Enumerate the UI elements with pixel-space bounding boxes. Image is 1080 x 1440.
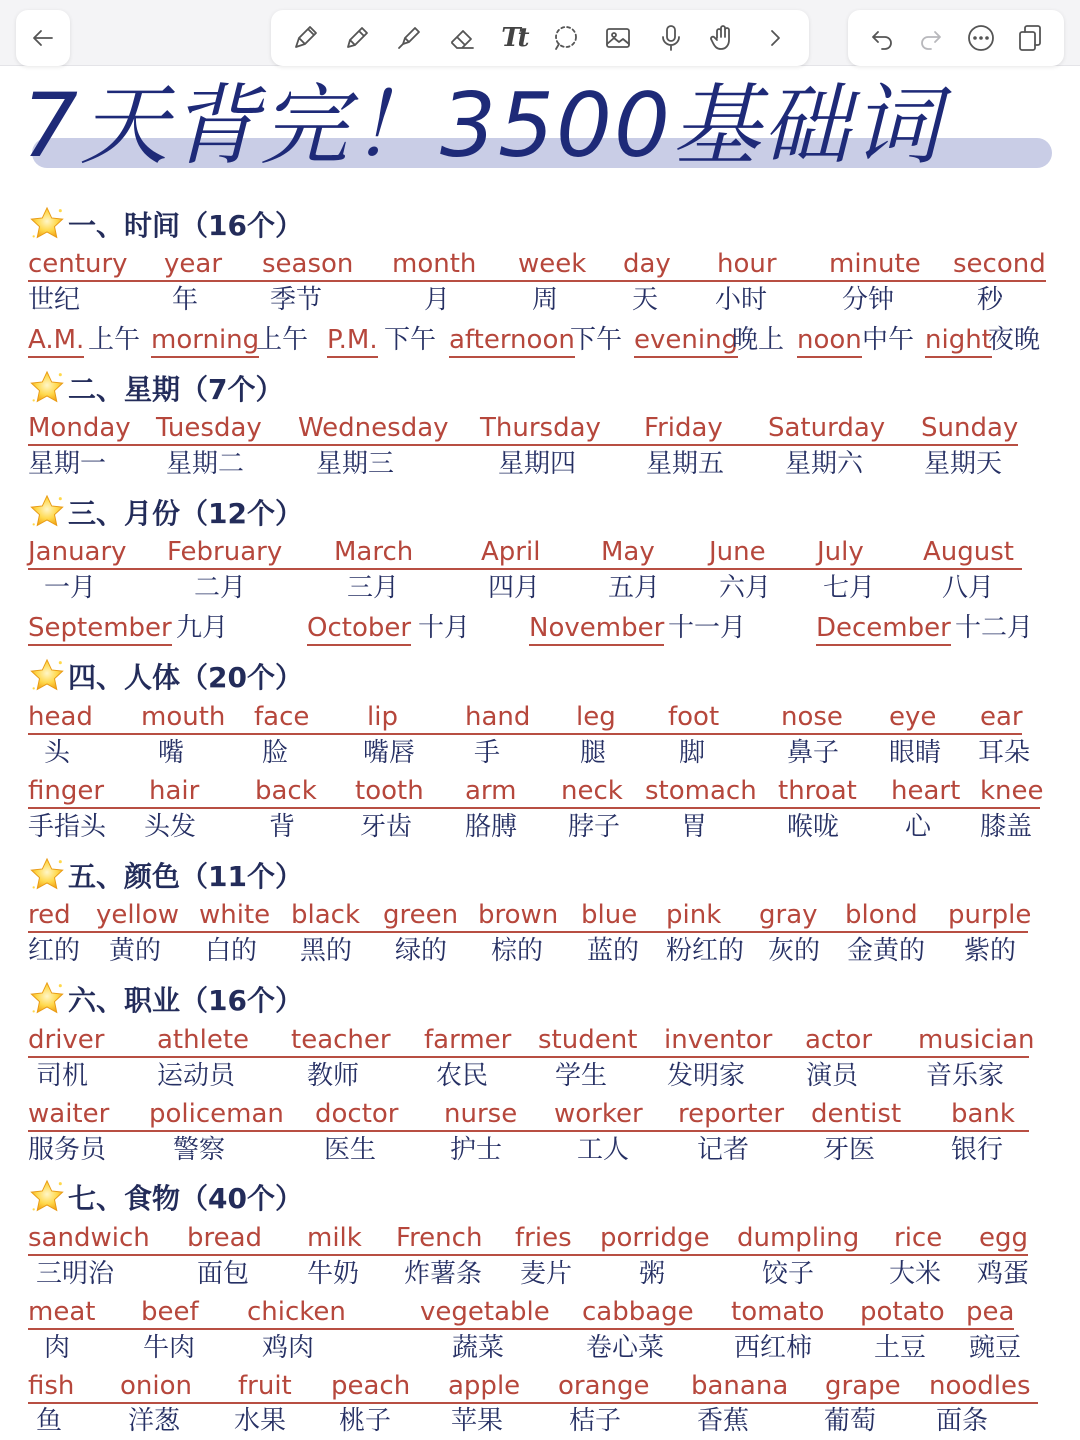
word-en: vegetable: [420, 1297, 550, 1327]
word-en: eye: [889, 702, 937, 732]
word-en: pink: [666, 900, 722, 930]
lasso-icon: [551, 23, 581, 53]
word-cn: 鸡肉: [262, 1333, 315, 1363]
word-en: green: [383, 900, 459, 930]
word-en: afternoon: [449, 324, 575, 358]
word-cn: 九月: [176, 613, 229, 643]
section-heading-body: [28, 656, 303, 696]
word-row-english: [28, 1222, 1028, 1256]
word-en: Tuesday: [156, 413, 262, 443]
word-en: June: [709, 537, 766, 567]
word-row-chinese: [28, 1405, 1038, 1439]
word-cn: 警察: [173, 1135, 226, 1165]
section-heading-color: [28, 855, 303, 895]
word-cn: 牛肉: [143, 1333, 196, 1363]
word-cn: 五月: [608, 573, 661, 603]
word-row-chinese: [28, 737, 1046, 771]
star-icon: [28, 205, 66, 243]
word-cn: 十二月: [955, 613, 1034, 643]
word-en: year: [164, 249, 223, 279]
word-row-chinese: [28, 1060, 1029, 1094]
section-heading-food: [28, 1177, 303, 1217]
word-row-english: [28, 1024, 1035, 1058]
star-icon: [28, 369, 66, 407]
star-icon: [28, 657, 66, 695]
word-cn: 鸡蛋: [977, 1259, 1030, 1289]
word-en: lip: [367, 702, 398, 732]
word-cn: 耳朵: [978, 738, 1031, 768]
word-cn: 十月: [418, 613, 471, 643]
word-cn: 炸薯条: [404, 1259, 483, 1289]
word-cn: 胳膊: [465, 812, 518, 842]
word-en: apple: [448, 1371, 521, 1401]
word-cn: 四月: [488, 573, 541, 603]
word-en: day: [623, 249, 671, 279]
highlighter-tool-button[interactable]: [389, 18, 429, 58]
word-cn: 年: [172, 285, 199, 315]
word-cn: 银行: [951, 1135, 1004, 1165]
word-en: leg: [576, 702, 616, 732]
back-icon: [28, 23, 58, 53]
word-en: Sunday: [921, 413, 1019, 443]
word-cn: 白的: [205, 936, 258, 966]
word-en: second: [953, 249, 1046, 279]
word-en: week: [518, 249, 587, 279]
section-heading-job: [28, 979, 303, 1019]
word-cn: 土豆: [874, 1333, 927, 1363]
word-en: dumpling: [737, 1223, 860, 1253]
word-en: inventor: [664, 1025, 773, 1055]
word-en: December: [816, 612, 951, 646]
top-toolbar: [0, 0, 1080, 66]
word-en: musician: [918, 1025, 1035, 1055]
word-en: evening: [634, 324, 738, 358]
word-en: red: [28, 900, 71, 930]
word-row-english: [28, 899, 1032, 933]
word-en: rice: [894, 1223, 943, 1253]
word-cn: 脖子: [568, 812, 621, 842]
star-icon: [28, 980, 66, 1018]
word-en: bank: [951, 1099, 1015, 1129]
note-title: [22, 72, 1052, 180]
word-cn: 教师: [307, 1061, 360, 1091]
word-en: dentist: [811, 1099, 902, 1129]
word-cn: 脸: [262, 738, 289, 768]
word-cn: 分钟: [842, 285, 895, 315]
word-en: fries: [515, 1223, 572, 1253]
word-cn: 七月: [823, 573, 876, 603]
word-cn: 手: [474, 738, 501, 768]
back-button[interactable]: [16, 10, 70, 66]
word-cn: 绿的: [395, 936, 448, 966]
word-cn: 星期天: [924, 449, 1003, 479]
word-en: porridge: [600, 1223, 710, 1253]
word-cn: 西红柿: [734, 1333, 813, 1363]
word-en: purple: [948, 900, 1032, 930]
word-cn: 葡萄: [824, 1406, 877, 1436]
text-tool-button[interactable]: [494, 18, 534, 58]
word-cn: 八月: [942, 573, 995, 603]
word-cn: 鼻子: [787, 738, 840, 768]
word-cn: 夜晚: [988, 325, 1041, 355]
word-en: ear: [980, 702, 1023, 732]
star-icon: [28, 493, 66, 531]
word-en: banana: [691, 1371, 789, 1401]
word-en: brown: [478, 900, 559, 930]
word-en: neck: [561, 776, 623, 806]
word-en: arm: [465, 776, 517, 806]
word-cn: 粥: [639, 1259, 666, 1289]
word-en: tooth: [355, 776, 424, 806]
word-cn: 紫的: [964, 936, 1017, 966]
word-en: P.M.: [327, 324, 378, 358]
more-button[interactable]: [961, 18, 1001, 58]
word-cn: 演员: [806, 1061, 859, 1091]
word-cn: 红的: [28, 936, 81, 966]
pages-icon: [1015, 23, 1045, 53]
word-en: January: [28, 537, 127, 567]
word-en: Thursday: [480, 413, 601, 443]
word-en: milk: [307, 1223, 362, 1253]
word-cn: 三明治: [36, 1259, 115, 1289]
word-cn: 上午: [88, 325, 141, 355]
word-en: worker: [554, 1099, 643, 1129]
word-en: bread: [187, 1223, 263, 1253]
word-en: doctor: [315, 1099, 399, 1129]
section-title: 七、食物（40个）: [68, 1182, 303, 1215]
word-cn: 苹果: [451, 1406, 504, 1436]
undo-button[interactable]: [862, 18, 902, 58]
word-row-chinese: [28, 572, 1022, 606]
word-en: March: [334, 537, 414, 567]
word-row-chinese: [28, 1258, 1028, 1292]
word-en: chicken: [247, 1297, 346, 1327]
word-en: white: [199, 900, 271, 930]
word-en: nose: [781, 702, 843, 732]
word-en: August: [923, 537, 1014, 567]
word-cn: 脚: [679, 738, 706, 768]
word-en: driver: [28, 1025, 105, 1055]
word-row-chinese: [28, 811, 1046, 845]
word-row-chinese: [28, 448, 1018, 482]
word-en: mouth: [141, 702, 226, 732]
word-cn: 农民: [436, 1061, 489, 1091]
word-row-chinese: [28, 284, 1046, 318]
microphone-icon: [656, 23, 686, 53]
word-en: athlete: [157, 1025, 250, 1055]
word-cn: 中午: [862, 325, 915, 355]
hand-tool-button[interactable]: [703, 18, 743, 58]
word-en: knee: [980, 776, 1044, 806]
word-en: September: [28, 612, 172, 646]
word-cn: 金黄的: [847, 936, 926, 966]
image-icon: [603, 23, 633, 53]
word-cn: 音乐家: [926, 1061, 1005, 1091]
word-en: gray: [759, 900, 818, 930]
word-en: onion: [120, 1371, 192, 1401]
section-heading-time: [28, 204, 303, 244]
word-cn: 司机: [36, 1061, 89, 1091]
word-cn: 头: [44, 738, 71, 768]
word-cn: 香蕉: [697, 1406, 750, 1436]
word-en: hour: [717, 249, 777, 279]
word-cn: 护士: [450, 1135, 503, 1165]
word-en: tomato: [731, 1297, 825, 1327]
word-en: noon: [797, 324, 862, 358]
word-en: back: [255, 776, 317, 806]
word-cn: 牙齿: [360, 812, 413, 842]
word-en: hair: [149, 776, 200, 806]
word-cn: 小时: [715, 285, 768, 315]
word-cn: 上午: [256, 325, 309, 355]
word-cn: 牛奶: [307, 1259, 360, 1289]
word-en: fruit: [238, 1371, 292, 1401]
document-actions: [848, 10, 1064, 66]
star-icon: [28, 856, 66, 894]
word-cn: 医生: [324, 1135, 377, 1165]
word-cn: 下午: [570, 325, 623, 355]
word-cn: 季节: [270, 285, 323, 315]
word-cn: 天: [632, 285, 659, 315]
word-cn: 卷心菜: [586, 1333, 665, 1363]
section-title: 二、星期（7个）: [68, 373, 284, 406]
word-en: night: [925, 324, 992, 358]
word-cn: 蔬菜: [452, 1333, 505, 1363]
redo-button[interactable]: [911, 18, 951, 58]
word-en: foot: [668, 702, 720, 732]
word-cn: 腿: [580, 738, 607, 768]
word-en: May: [601, 537, 655, 567]
word-en: farmer: [424, 1025, 512, 1055]
word-cn: 膝盖: [980, 812, 1033, 842]
word-en: nurse: [444, 1099, 518, 1129]
word-en: morning: [151, 324, 259, 358]
word-cn: 鱼: [36, 1406, 63, 1436]
word-row-english: [28, 248, 1046, 282]
section-title: 五、颜色（11个）: [68, 860, 303, 893]
word-cn: 手指头: [28, 812, 107, 842]
word-en: orange: [558, 1371, 650, 1401]
page-title: 7天背完！3500基础词: [22, 74, 942, 177]
word-en: hand: [465, 702, 531, 732]
word-cn: 星期一: [28, 449, 107, 479]
word-cn: 牙医: [823, 1135, 876, 1165]
word-cn: 三月: [347, 573, 400, 603]
pencil-icon: [342, 23, 372, 53]
word-cn: 记者: [697, 1135, 750, 1165]
word-cn: 六月: [719, 573, 772, 603]
word-cn: 麦片: [520, 1259, 573, 1289]
word-cn: 十一月: [668, 613, 747, 643]
word-cn: 星期二: [166, 449, 245, 479]
word-en: grape: [825, 1371, 901, 1401]
word-row-english: [28, 536, 1022, 570]
word-cn: 大米: [889, 1259, 942, 1289]
word-cn: 蓝的: [587, 936, 640, 966]
word-cn: 灰的: [768, 936, 821, 966]
word-cn: 肉: [44, 1333, 71, 1363]
word-cn: 黄的: [109, 936, 162, 966]
pen-icon: [290, 23, 320, 53]
word-cn: 世纪: [28, 285, 81, 315]
word-cn: 星期四: [498, 449, 577, 479]
word-cn: 背: [269, 812, 296, 842]
word-en: Saturday: [768, 413, 886, 443]
word-en: reporter: [678, 1099, 785, 1129]
word-en: Friday: [644, 413, 723, 443]
word-row-chinese: [28, 1134, 1029, 1168]
word-en: student: [538, 1025, 638, 1055]
word-cn: 服务员: [28, 1135, 107, 1165]
section-title: 三、月份（12个）: [68, 497, 303, 530]
word-cn: 面包: [197, 1259, 250, 1289]
eraser-icon: [447, 23, 477, 53]
chevron-right-icon: [760, 23, 790, 53]
word-en: Monday: [28, 413, 131, 443]
tool-palette: [271, 10, 809, 66]
word-row-english: [28, 1296, 1014, 1330]
star-icon: [28, 1178, 66, 1216]
word-en: potato: [860, 1297, 945, 1327]
word-en: November: [529, 612, 664, 646]
word-en: head: [28, 702, 93, 732]
word-cn: 二月: [194, 573, 247, 603]
word-en: fish: [28, 1371, 75, 1401]
word-cn: 豌豆: [969, 1333, 1022, 1363]
word-en: sandwich: [28, 1223, 150, 1253]
word-cn: 粉红的: [666, 936, 745, 966]
word-cn: 黑的: [300, 936, 353, 966]
word-cn: 胃: [681, 812, 708, 842]
word-row-chinese: [28, 935, 1028, 969]
word-en: February: [167, 537, 283, 567]
word-cn: 周: [532, 285, 559, 315]
word-row-english: [28, 1370, 1038, 1404]
word-cn: 秒: [977, 285, 1004, 315]
word-en: October: [307, 612, 411, 646]
word-cn: 嘴: [158, 738, 185, 768]
pen-tool-button[interactable]: [285, 18, 325, 58]
word-cn: 星期三: [316, 449, 395, 479]
word-cn: 水果: [234, 1406, 287, 1436]
word-en: heart: [891, 776, 961, 806]
word-cn: 下午: [384, 325, 437, 355]
word-cn: 桃子: [339, 1406, 392, 1436]
word-cn: 面条: [936, 1406, 989, 1436]
text-icon: Tt: [501, 23, 527, 53]
word-cn: 星期六: [785, 449, 864, 479]
word-en: actor: [805, 1025, 873, 1055]
word-cn: 晚上: [732, 325, 785, 355]
word-cn: 眼睛: [889, 738, 942, 768]
word-en: stomach: [645, 776, 757, 806]
word-en: cabbage: [582, 1297, 694, 1327]
word-cn: 星期五: [646, 449, 725, 479]
word-en: finger: [28, 776, 105, 806]
word-cn: 饺子: [762, 1259, 815, 1289]
word-en: century: [28, 249, 128, 279]
word-en: pea: [966, 1297, 1015, 1327]
undo-icon: [867, 23, 897, 53]
word-row-mixed: [28, 324, 1046, 358]
word-row-english: [28, 701, 1022, 735]
word-en: noodles: [929, 1371, 1031, 1401]
hand-icon: [708, 23, 738, 53]
word-en: season: [262, 249, 354, 279]
eraser-tool-button[interactable]: [442, 18, 482, 58]
word-cn: 学生: [555, 1061, 608, 1091]
word-row-mixed: [28, 612, 1046, 646]
word-cn: 嘴唇: [363, 738, 416, 768]
word-row-english: [28, 412, 1018, 446]
word-en: peach: [331, 1371, 411, 1401]
word-cn: 洋葱: [128, 1406, 181, 1436]
word-row-english: [28, 1098, 1029, 1132]
word-cn: 运动员: [157, 1061, 236, 1091]
word-en: Wednesday: [298, 413, 449, 443]
section-heading-month: [28, 492, 303, 532]
word-en: French: [396, 1223, 483, 1253]
word-en: yellow: [96, 900, 180, 930]
word-cn: 棕的: [491, 936, 544, 966]
word-cn: 桔子: [569, 1406, 622, 1436]
word-row-chinese: [28, 1332, 1028, 1366]
word-en: blond: [845, 900, 918, 930]
word-en: blue: [581, 900, 638, 930]
word-en: beef: [141, 1297, 199, 1327]
word-en: black: [291, 900, 361, 930]
word-cn: 喉咙: [787, 812, 840, 842]
word-en: July: [817, 537, 864, 567]
section-heading-week: [28, 368, 283, 408]
word-en: minute: [829, 249, 921, 279]
word-cn: 月: [424, 285, 451, 315]
word-en: face: [254, 702, 310, 732]
more-icon: [966, 23, 996, 53]
word-en: policeman: [149, 1099, 284, 1129]
word-en: meat: [28, 1297, 96, 1327]
word-en: April: [481, 537, 541, 567]
word-row-english: [28, 775, 1044, 809]
word-cn: 一月: [44, 573, 97, 603]
redo-icon: [916, 23, 946, 53]
word-cn: 工人: [577, 1135, 630, 1165]
word-cn: 心: [905, 812, 932, 842]
more-tools-button[interactable]: [755, 18, 795, 58]
microphone-tool-button[interactable]: [651, 18, 691, 58]
word-en: egg: [979, 1223, 1029, 1253]
highlighter-icon: [394, 23, 424, 53]
word-cn: 头发: [144, 812, 197, 842]
word-en: month: [392, 249, 477, 279]
section-title: 一、时间（16个）: [68, 209, 303, 242]
word-en: throat: [778, 776, 857, 806]
word-en: waiter: [28, 1099, 110, 1129]
section-title: 六、职业（16个）: [68, 984, 303, 1017]
lasso-tool-button[interactable]: [546, 18, 586, 58]
image-tool-button[interactable]: [598, 18, 638, 58]
word-en: teacher: [291, 1025, 391, 1055]
section-title: 四、人体（20个）: [68, 661, 303, 694]
word-en: A.M.: [28, 324, 84, 358]
pages-button[interactable]: [1010, 18, 1050, 58]
pencil-tool-button[interactable]: [337, 18, 377, 58]
word-cn: 发明家: [667, 1061, 746, 1091]
